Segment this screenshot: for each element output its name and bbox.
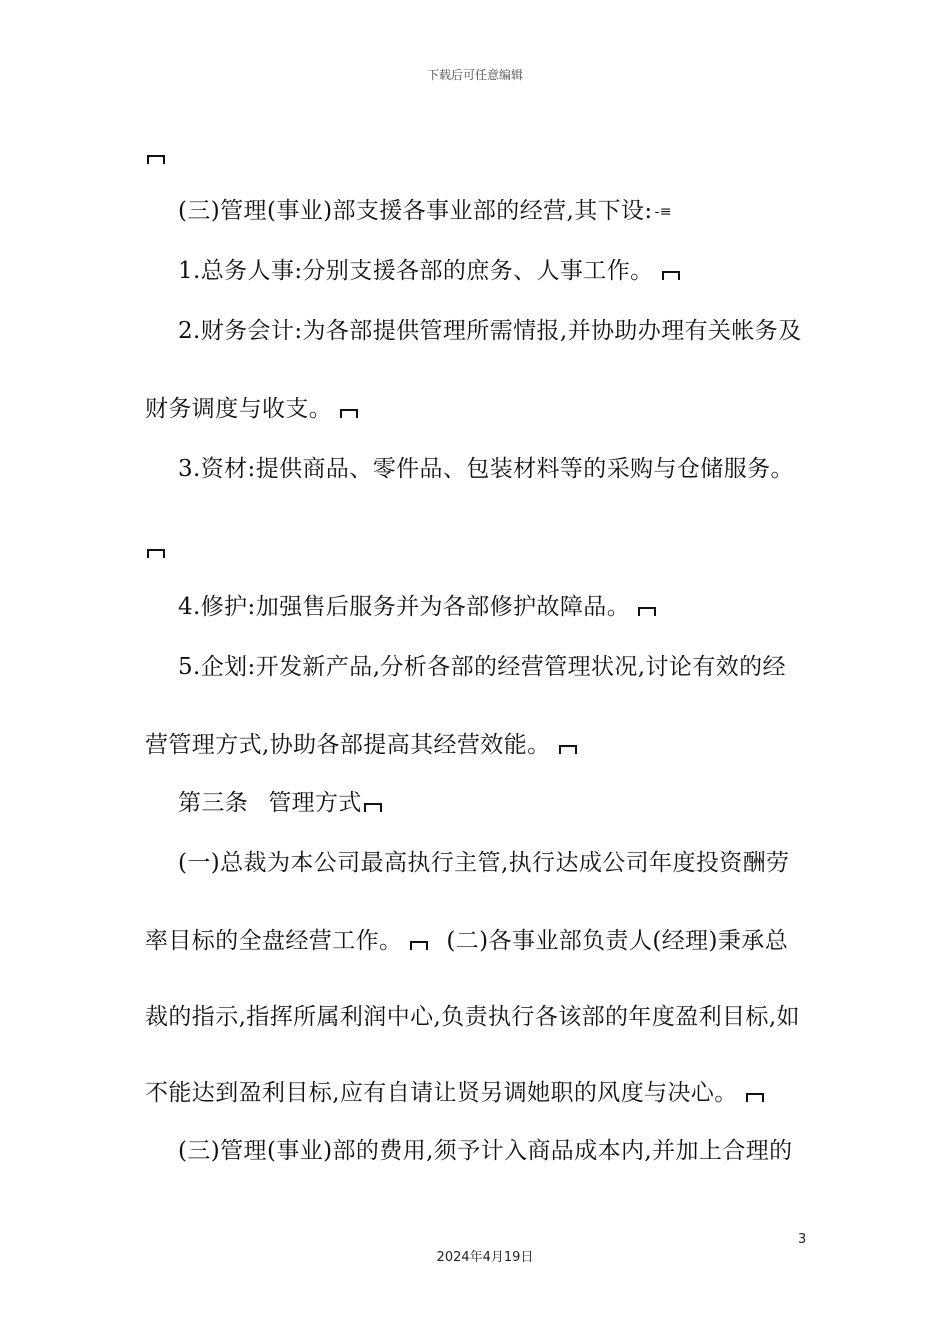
paragraph-8-line-4: [145, 1078, 764, 1108]
paragraph-1-tail: -≡: [654, 204, 672, 220]
paragraph-9: (三)管理(事业)部的费用,须予计入商品成本内,并加上合理的: [178, 1138, 793, 1164]
paragraph-8-line-2-text: 率目标的全盘经营工作。: [145, 928, 403, 954]
paragraph-mark-icon: [340, 409, 358, 418]
paragraph-mark-icon: [147, 155, 165, 164]
article-heading: [178, 788, 382, 818]
paragraph-mark-icon: [746, 1093, 764, 1102]
paragraph-mark-icon: [662, 271, 680, 280]
paragraph-mark-icon: [147, 549, 165, 558]
paragraph-8-line-1: (一)总裁为本公司最高执行主管,执行达成公司年度投资酬劳: [178, 850, 790, 876]
footer-date: 2024年4月19日: [436, 1250, 534, 1265]
paragraph-5: [178, 592, 656, 622]
paragraph-mark-icon: [410, 941, 428, 950]
paragraph-4: 3.资材:提供商品、零件品、包装材料等的采购与仓储服务。: [178, 456, 794, 482]
paragraph-5-text: 4.修护:加强售后服务并为各部修护故障品。: [178, 594, 631, 620]
paragraph-1-text: (三)管理(事业)部支援各事业部的经营,其下设:: [178, 198, 653, 224]
paragraph-6-line-2-text: 营管理方式,协助各部提高其经营效能。: [145, 732, 551, 758]
paragraph-8-line-4-text: 不能达到盈利目标,应有自请让贤另调她职的风度与决心。: [145, 1080, 738, 1106]
paragraph-mark-line-2: [145, 534, 165, 564]
paragraph-3-line-2: [145, 394, 358, 424]
paragraph-2: [178, 256, 680, 286]
paragraph-mark-icon: [559, 745, 577, 754]
paragraph-3-line-1: 2.财务会计:为各部提供管理所需情报,并协助办理有关帐务及: [178, 318, 802, 344]
article-number: 第三条: [178, 790, 249, 816]
paragraph-mark-icon: [638, 607, 656, 616]
paragraph-8-line-2b-text: (二)各事业部负责人(经理)秉承总: [446, 928, 789, 954]
paragraph-3-line-2-text: 财务调度与收支。: [145, 396, 333, 422]
page-number: 3: [798, 1232, 807, 1247]
paragraph-6-line-1: 5.企划:开发新产品,分析各部的经营管理状况,讨论有效的经: [178, 654, 786, 680]
paragraph-1: [178, 196, 672, 227]
article-title: 管理方式: [268, 790, 362, 816]
page-header: 下载后可任意编辑: [426, 68, 523, 82]
paragraph-2-text: 1.总务人事:分别支援各部的庶务、人事工作。: [178, 258, 654, 284]
paragraph-mark-icon: [364, 803, 382, 812]
paragraph-mark-line: [145, 140, 165, 170]
paragraph-8-line-3: 裁的指示,指挥所属利润中心,负责执行各该部的年度盈利目标,如: [145, 1004, 800, 1030]
paragraph-6-line-2: [145, 730, 577, 760]
paragraph-8-line-2: [145, 926, 788, 956]
